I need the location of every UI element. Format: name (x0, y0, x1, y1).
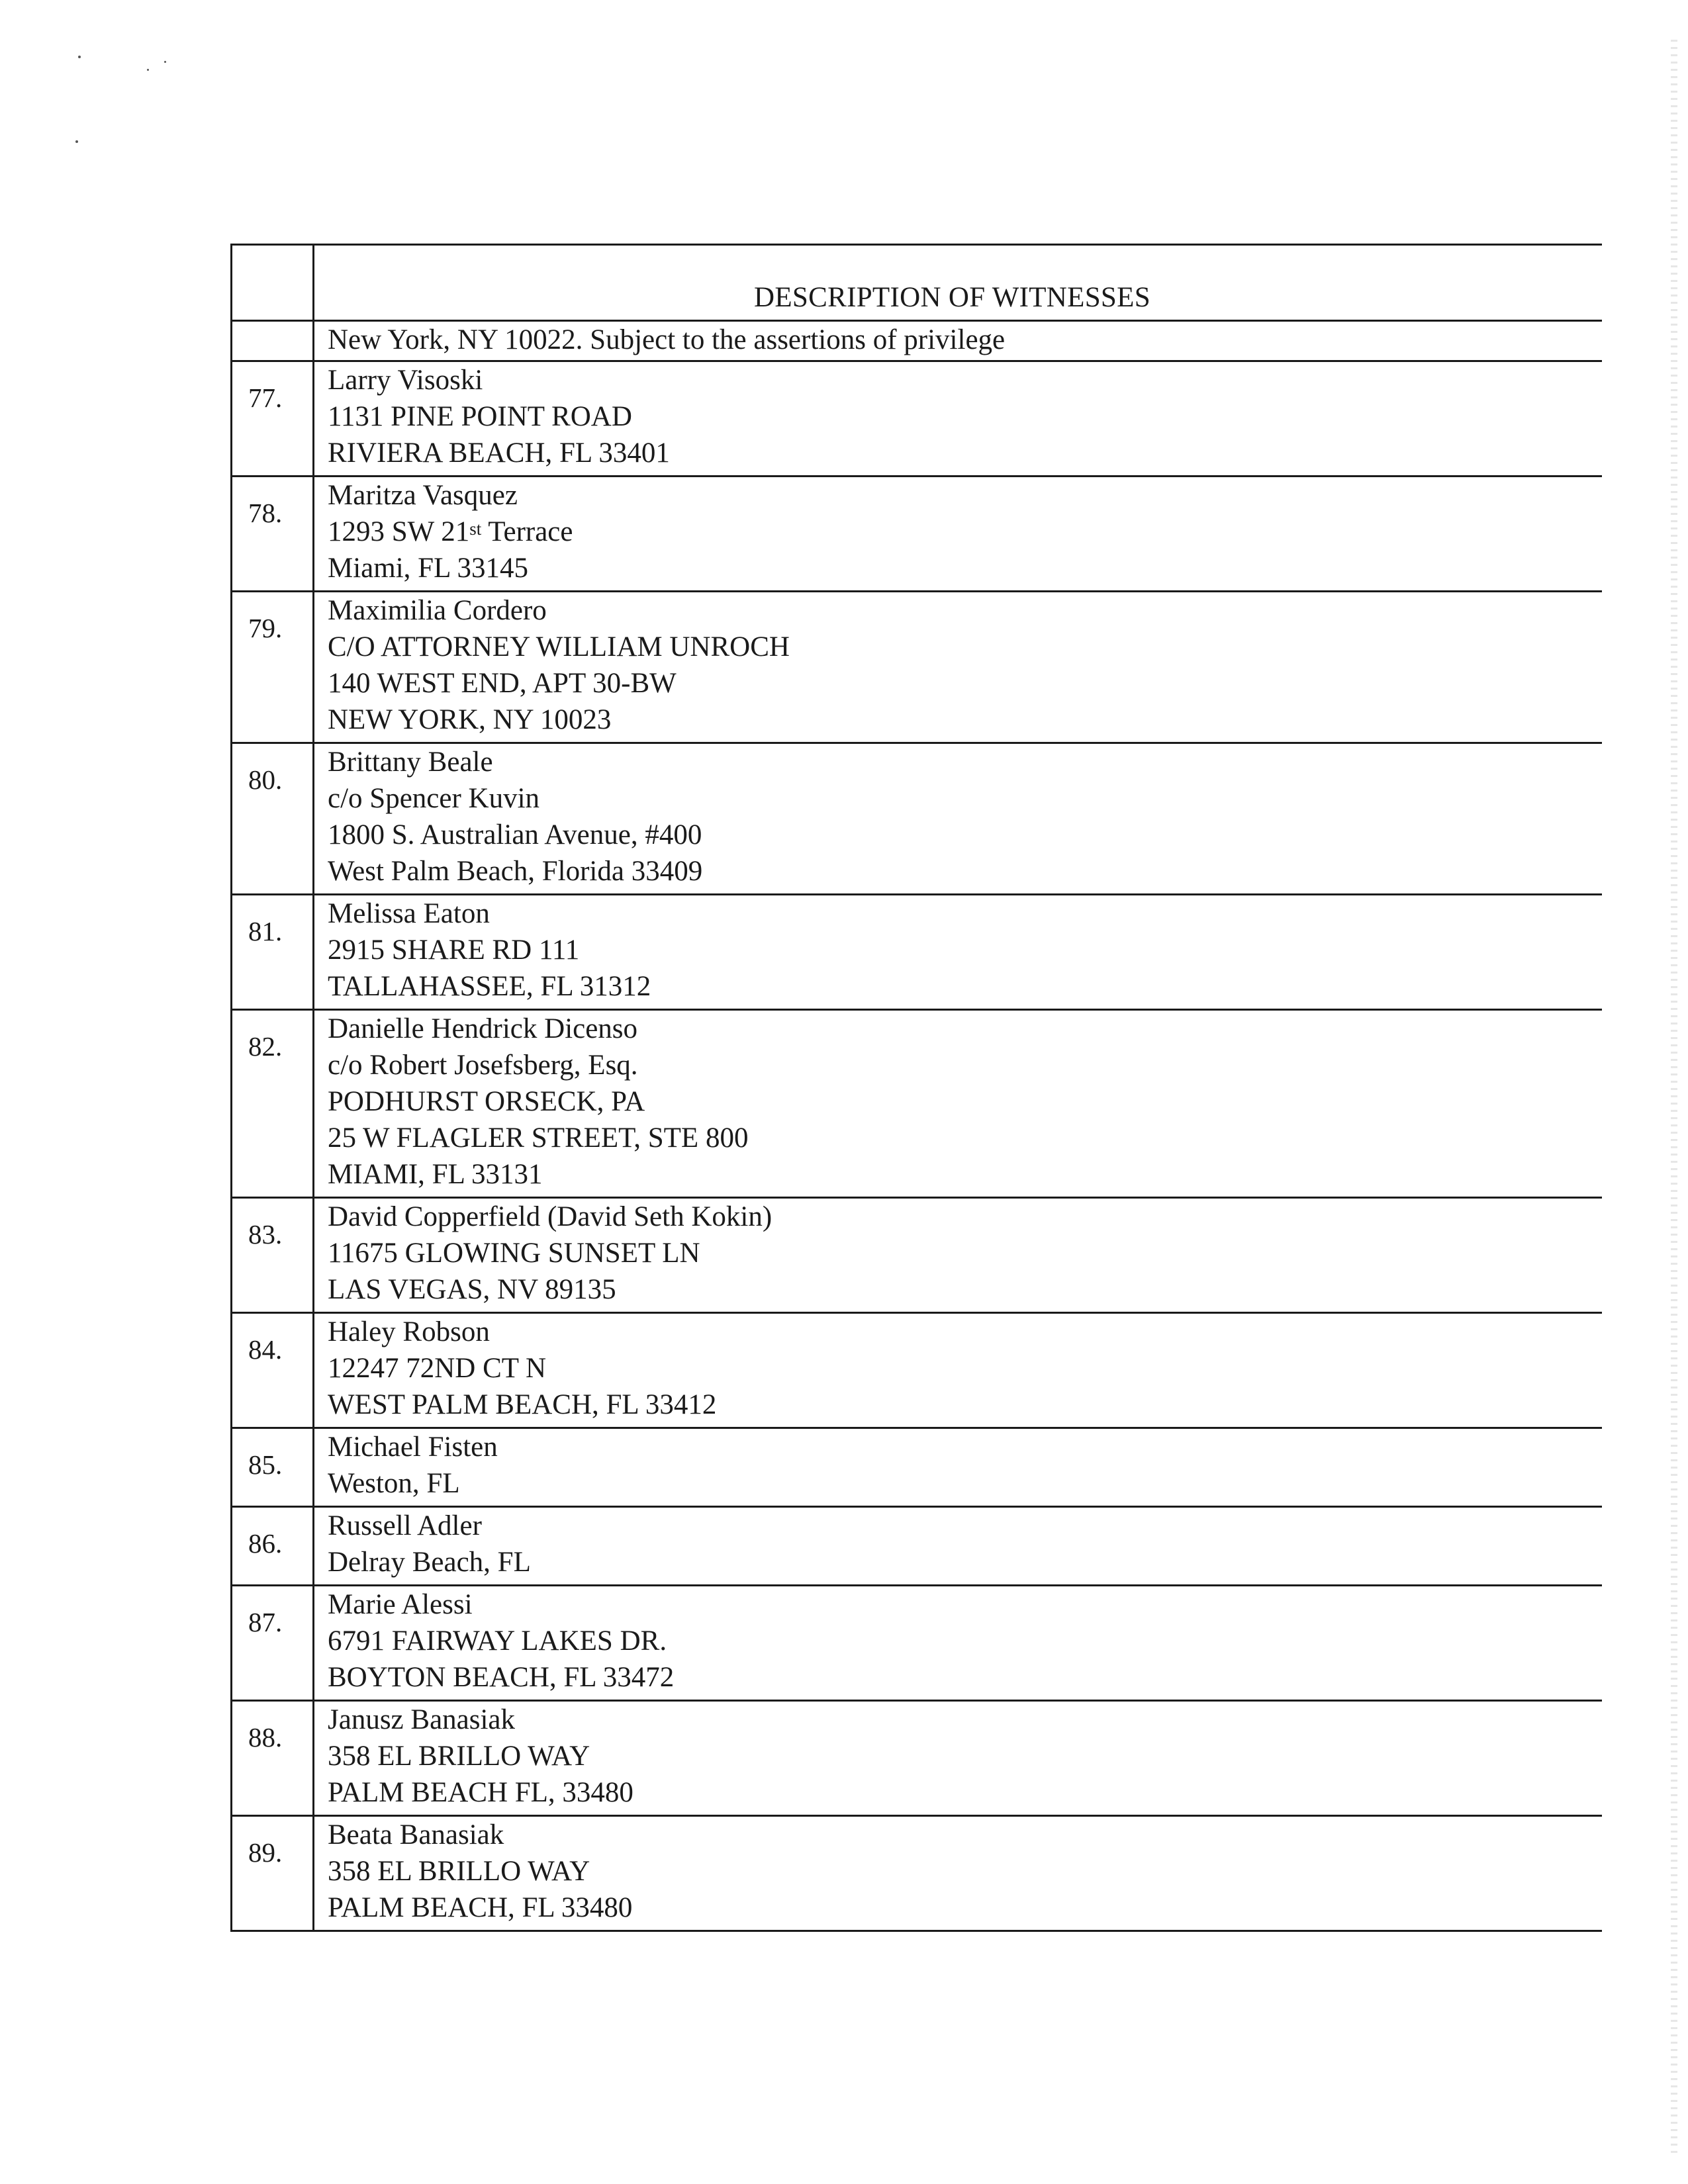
scan-speck (147, 69, 149, 71)
witness-description (314, 1314, 1602, 1427)
witness-description (314, 1702, 1602, 1815)
witness-number: 89. (232, 1817, 314, 1930)
table-header-title: DESCRIPTION OF WITNESSES (754, 282, 1150, 313)
table-row (232, 1817, 1602, 1932)
header-number-cell (232, 246, 314, 320)
witness-description (314, 477, 1602, 590)
witness-address-line: 12247 72ND CT N (328, 1353, 547, 1384)
witness-address-line: MIAMI, FL 33131 (328, 1159, 543, 1190)
scan-edge-noise (1671, 40, 1677, 2158)
witness-name: Danielle Hendrick Dicenso (328, 1013, 638, 1044)
witness-number: 86. (232, 1508, 314, 1584)
witness-address-line: NEW YORK, NY 10023 (328, 704, 612, 735)
scan-speck (78, 56, 81, 58)
continuation-number-cell (232, 322, 314, 360)
table-header-row (232, 246, 1602, 322)
witness-number: 88. (232, 1702, 314, 1815)
header-description-cell (314, 246, 1602, 320)
witness-number: 84. (232, 1314, 314, 1427)
table-row (232, 1508, 1602, 1586)
witness-name: Brittany Beale (328, 747, 493, 778)
witness-name: Larry Visoski (328, 365, 483, 396)
witness-description (314, 1586, 1602, 1700)
witness-address-line: West Palm Beach, Florida 33409 (328, 856, 703, 887)
witness-address-line: Weston, FL (328, 1468, 460, 1499)
continuation-text-cell (314, 322, 1602, 360)
continuation-text: New York, NY 10022. Subject to the assertions of privilege (328, 324, 1006, 355)
witness-number: 87. (232, 1586, 314, 1700)
witness-address-line: 1293 SW 21st Terrace (328, 516, 573, 547)
witness-address-line: c/o Spencer Kuvin (328, 783, 540, 814)
witness-address-line: PODHURST ORSECK, PA (328, 1086, 645, 1117)
witness-name: Janusz Banasiak (328, 1704, 516, 1735)
table-row (232, 1314, 1602, 1429)
table-row (232, 895, 1602, 1011)
witness-name: Marie Alessi (328, 1589, 473, 1620)
witness-entries (232, 362, 1602, 1932)
witness-address-line: C/O ATTORNEY WILLIAM UNROCH (328, 631, 790, 662)
table-row (232, 1702, 1602, 1817)
witness-description (314, 1508, 1602, 1584)
table-row (232, 1199, 1602, 1314)
witness-number: 77. (232, 362, 314, 475)
scan-speck (75, 140, 78, 143)
witness-number: 85. (232, 1429, 314, 1506)
table-row (232, 477, 1602, 592)
table-row (232, 1011, 1602, 1199)
witness-description (314, 592, 1602, 742)
witness-name: Melissa Eaton (328, 898, 490, 929)
witness-address-line: 140 WEST END, APT 30-BW (328, 668, 677, 699)
witness-address-line: c/o Robert Josefsberg, Esq. (328, 1050, 638, 1081)
witness-description (314, 744, 1602, 893)
continuation-row (232, 322, 1602, 362)
witness-address-line: 6791 FAIRWAY LAKES DR. (328, 1625, 667, 1657)
witness-address-line: 1131 PINE POINT ROAD (328, 401, 632, 432)
witness-description (314, 1429, 1602, 1506)
witness-name: Maximilia Cordero (328, 595, 547, 626)
witness-address-line: 11675 GLOWING SUNSET LN (328, 1238, 700, 1269)
witness-table (230, 244, 1602, 1932)
witness-description (314, 1817, 1602, 1930)
witness-number: 78. (232, 477, 314, 590)
witness-address-line: 25 W FLAGLER STREET, STE 800 (328, 1122, 749, 1154)
witness-description (314, 895, 1602, 1009)
witness-description (314, 1011, 1602, 1197)
witness-address-line: LAS VEGAS, NV 89135 (328, 1274, 616, 1305)
witness-number: 81. (232, 895, 314, 1009)
table-row (232, 592, 1602, 744)
witness-number: 82. (232, 1011, 314, 1197)
witness-number: 83. (232, 1199, 314, 1312)
witness-address-line: RIVIERA BEACH, FL 33401 (328, 437, 670, 469)
witness-address-line: 1800 S. Australian Avenue, #400 (328, 819, 702, 850)
witness-name: David Copperfield (David Seth Kokin) (328, 1201, 773, 1232)
witness-description (314, 1199, 1602, 1312)
table-row (232, 1429, 1602, 1508)
witness-name: Maritza Vasquez (328, 480, 518, 511)
witness-address-line: TALLAHASSEE, FL 31312 (328, 971, 651, 1002)
witness-number: 79. (232, 592, 314, 742)
table-row (232, 744, 1602, 895)
witness-number: 80. (232, 744, 314, 893)
witness-address-line: Delray Beach, FL (328, 1547, 531, 1578)
witness-address-line: 2915 SHARE RD 111 (328, 934, 580, 966)
witness-address-line: 358 EL BRILLO WAY (328, 1741, 590, 1772)
witness-address-line: 358 EL BRILLO WAY (328, 1856, 590, 1887)
witness-address-line: PALM BEACH FL, 33480 (328, 1777, 633, 1808)
table-row (232, 362, 1602, 477)
witness-address-line: Miami, FL 33145 (328, 553, 528, 584)
witness-address-line: BOYTON BEACH, FL 33472 (328, 1662, 675, 1693)
table-row (232, 1586, 1602, 1702)
witness-address-line: PALM BEACH, FL 33480 (328, 1892, 633, 1923)
witness-name: Michael Fisten (328, 1432, 498, 1463)
witness-name: Beata Banasiak (328, 1819, 504, 1850)
witness-description (314, 362, 1602, 475)
witness-name: Russell Adler (328, 1510, 482, 1541)
witness-address-line: WEST PALM BEACH, FL 33412 (328, 1389, 717, 1420)
witness-name: Haley Robson (328, 1316, 490, 1347)
scan-speck (164, 61, 166, 63)
